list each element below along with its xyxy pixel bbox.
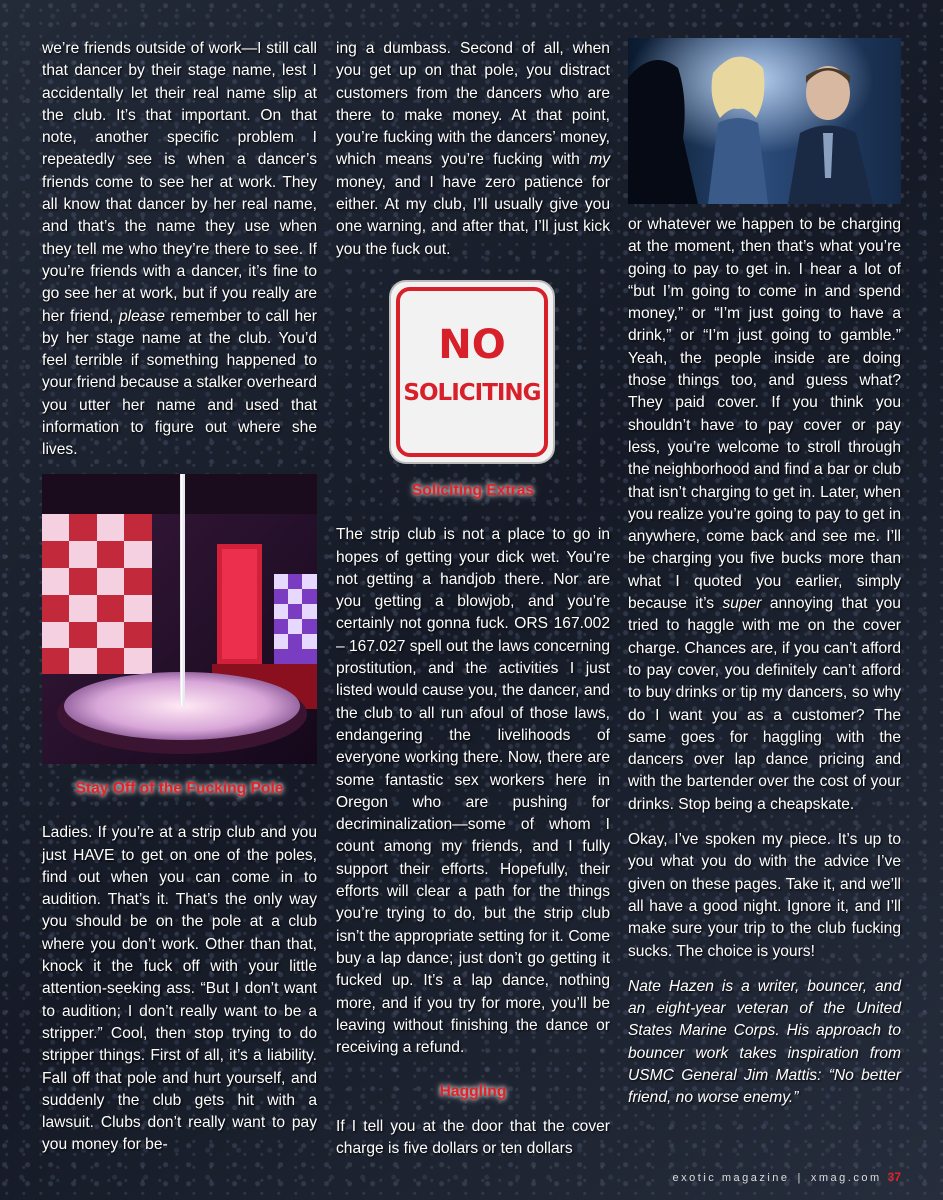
website-link[interactable]: xmag.com xyxy=(810,1172,882,1184)
column-2-lower xyxy=(336,480,610,1160)
paragraph: Okay, I’ve spoken my piece. It’s up to you what you do with the advice I’ve given on these pages. Take it, and we’ll all have a good night. Ignore it, and I’ll make sure your trip to the club fucking sucks. The choice is yours! xyxy=(628,831,901,960)
column-1 xyxy=(42,38,317,462)
paragraph: If I tell you at the door that the cover charge is five dollars or ten dollars xyxy=(336,1117,610,1158)
paragraph: Ladies. If you’re at a strip club and you just HAVE to get on one of the poles, find out when you can come in to audition. That’s it. That’s the only way you should be on the pole at a club where you don’t work. Other than that, knock it the fuck off with your little attention-seeking ass. “But I don’t want to audition; I don’t really want to be a stripper.” Cool, then stop trying to do stripper things. First of all, it’s a liability. Fall off that pole and hurt yourself, and suddenly the club gets hit with a lawsuit. Clubs don’t really want to pay you money for be- xyxy=(42,824,317,1154)
page-footer xyxy=(673,1170,901,1184)
column-1-lower xyxy=(42,778,317,1157)
paragraph: ing a dumbass. Second of all, when you get up on that pole, you distract customers from the dancers who are there to make money. At that point, you’re fucking with the dancers’ money, which means you’re fucking with my money, and I have zero patience for either. At my club, I’ll usually give you one warning, and after that, I’ll just kick you the fuck out. xyxy=(336,40,610,258)
column-3 xyxy=(628,214,901,1110)
paragraph: The strip club is not a place to go in hopes of getting your dick wet. You’re not getting a handjob there. Nor are you getting a blowjob, and you’re certainly not gonna fuck. ORS 167.002 – 167.027 spell out the laws concerning prostitution, and the activities I just listed would cause you, the dancer, and the club to all run afoul of those laws, endangering the livelihoods of everyone working there. Now, there are some fantastic sex workers here in Oregon who are pushing for decriminalization—some of whom I count among my friends, and I fully support their efforts. Hopefully, their efforts will clear a path for the things you’re trying to do, but the strip club isn’t the appropriate setting for it. Come buy a lap dance; just don’t go getting it fucked up. It’s a lap dance, nothing more, and if you try for more, you’ll be leaving without finishing the dance or receiving a refund. xyxy=(336,526,610,1057)
strip-club-stage-photo xyxy=(42,474,317,764)
footer-separator: | xyxy=(797,1172,803,1184)
column-2 xyxy=(336,38,610,261)
sign-line-2: SOLICITING xyxy=(403,380,541,406)
page-number: 37 xyxy=(887,1170,901,1184)
paragraph: we’re friends outside of work—I still call that dancer by their stage name, lest I accidentally let their real name slip at the club. It’s that important. On that note, another specific problem I repeatedly see is when a dancer’s friends come to see her at work. They all know that dancer by her real name, and that’s the name they use when they tell me who they’re there to see. If you’re friends with a dancer, it’s fine to go see her at work, but if you really are her friend, please remember to call her by her stage name at the club. You’d feel terrible if something happened to your friend because a stalker overheard you utter her name and used that information to figure out where she lives. xyxy=(42,40,317,459)
section-heading: Haggling xyxy=(439,1083,507,1101)
paragraph: or whatever we happen to be charging at the moment, then that’s what you’re going to pay to get in. I hear a lot of “but I’m going to come in and spend money,” or “I’m just going to have a drink,” or “I’m just going to gamble.” Yeah, the people inside are doing those things too, and guess what? They paid cover. If you think you shouldn’t have to pay cover or pay less, you’re welcome to stroll through the neighborhood and find a bar or club that isn’t charging to get in. Later, when you realize you’re going to pay to get in anywhere, come back and see me. I’ll be charging you five bucks more than what I quoted you earlier, simply because it’s super annoying that you tried to haggle with me on the cover charge. Chances are, if you can’t afford to pay cover, you definitely can’t afford to buy drinks or tip my dancers, so why do I want you as a customer? The same goes for haggling with the dancers over lap dance pricing and with the bartender over the cost of your drinks. Stop being a cheapskate. xyxy=(628,216,901,813)
no-soliciting-sign xyxy=(388,279,556,465)
movie-still-photo xyxy=(628,38,901,204)
section-heading: Stay Off of the Fucking Pole xyxy=(75,780,284,797)
publication-name: exotic magazine xyxy=(672,1172,790,1184)
author-bio: Nate Hazen is a writer, bouncer, and an eight-year veteran of the United States Marine Corps. His approach to bouncer work takes inspiration from USMC General Jim Mattis: “No better friend, no worse enemy.” xyxy=(628,977,901,1107)
sign-line-1: NO xyxy=(438,322,506,368)
section-heading: Soliciting Extras xyxy=(411,482,535,499)
